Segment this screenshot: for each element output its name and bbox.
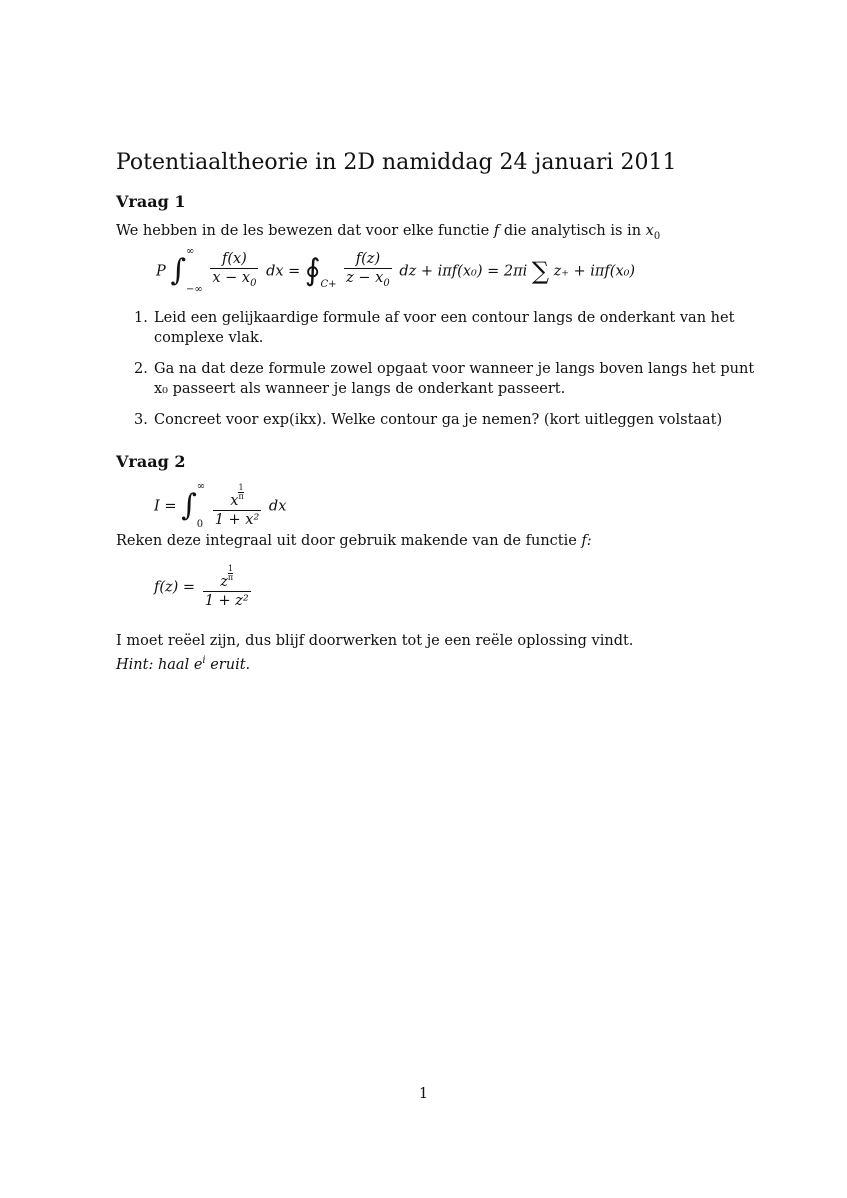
integral-upper: ∞ xyxy=(196,481,206,493)
eqI-fraction xyxy=(213,484,262,529)
eqf-exp-num: 1 xyxy=(227,564,234,573)
intro-f: f xyxy=(493,223,500,239)
eqf-numerator xyxy=(203,565,251,592)
integral-sign: ∫ xyxy=(170,253,187,289)
list-item xyxy=(116,359,756,399)
eqI-denominator: 1 + x² xyxy=(214,511,260,528)
question-1-intro xyxy=(116,221,660,247)
frac1-den-sub: 0 xyxy=(250,277,257,289)
page-title: Potentiaaltheorie in 2D namiddag 24 januari 2011 xyxy=(116,150,677,175)
eqf-exp-den: π xyxy=(227,573,234,582)
intro-text: We hebben in de les bewezen dat voor elke functie xyxy=(116,223,490,239)
list-item-number: 1. xyxy=(134,310,148,326)
intro-x0: x xyxy=(645,223,654,239)
question-2-text-1 xyxy=(116,531,592,551)
question-1-list xyxy=(116,308,756,441)
eqf-exponent xyxy=(228,565,233,582)
eq1-sum-tail: z₊ + iπf(x₀) xyxy=(553,263,636,280)
eqI-num-base: x xyxy=(230,492,239,509)
eqf-fraction xyxy=(203,565,251,610)
contour-lower: C+ xyxy=(320,279,337,291)
integral-upper: ∞ xyxy=(186,246,195,258)
q2-text1-f: f: xyxy=(581,533,592,549)
question-2-heading: Vraag 2 xyxy=(116,452,186,471)
eqI-numerator xyxy=(213,484,262,511)
list-item-text: Concreet voor exp(ikx). Welke contour ga je nemen? (kort uitleggen volstaat) xyxy=(154,412,723,428)
equation-I xyxy=(154,481,287,531)
list-item-text: Ga na dat deze formule zowel opgaat voor wanneer je langs boven langs het punt x₀ passeert als wanneer je langs de onderkant passeert. xyxy=(154,361,755,397)
list-item-number: 2. xyxy=(134,361,148,377)
frac2-numerator: f(z) xyxy=(344,250,392,269)
eq1-rhs: dz + iπf(x₀) = 2πi xyxy=(399,263,528,280)
page-number: 1 xyxy=(418,1086,429,1102)
integral-lower: −∞ xyxy=(186,284,203,296)
question-2-hint xyxy=(116,651,250,675)
eqI-lhs: I = xyxy=(154,498,177,515)
integral-limits xyxy=(196,481,206,531)
eq1-dx: dx = xyxy=(266,263,301,280)
frac1-numerator: f(x) xyxy=(210,250,258,269)
eq1-fraction-2 xyxy=(344,250,392,293)
intro-mid: die analytisch is in xyxy=(503,223,642,239)
q2-text1: Reken deze integraal uit door gebruik makende van de functie xyxy=(116,533,577,549)
integral-lower: 0 xyxy=(196,519,204,531)
frac2-den-text: z − x xyxy=(346,270,384,286)
contour-limits xyxy=(320,266,337,291)
sum-sign: ∑ xyxy=(531,257,549,286)
list-item xyxy=(116,308,756,348)
hint-suffix: eruit. xyxy=(210,656,251,673)
eq1-fraction-1 xyxy=(210,250,258,293)
eqf-denominator: 1 + z² xyxy=(204,592,249,609)
hint-sup: i xyxy=(202,655,206,666)
eqf-lhs: f(z) = xyxy=(154,579,196,596)
equation-f xyxy=(154,565,254,610)
list-item-text: Leid een gelijkaardige formule af voor een contour langs de onderkant van het complexe vlak. xyxy=(154,310,735,346)
integral-limits xyxy=(186,246,203,296)
equation-1 xyxy=(156,246,636,296)
frac1-den-text: x − x xyxy=(212,270,251,286)
contour-integral-sign: ∮ xyxy=(304,253,321,289)
list-item xyxy=(116,410,756,430)
eqI-dx: dx xyxy=(268,498,287,515)
frac2-denominator xyxy=(344,269,392,293)
frac1-denominator xyxy=(210,269,258,293)
integral-sign: ∫ xyxy=(181,488,197,524)
question-1-heading: Vraag 1 xyxy=(116,192,186,211)
eqI-exp-num: 1 xyxy=(238,483,244,492)
eqI-exponent xyxy=(238,484,243,501)
eqI-exp-den: π xyxy=(238,492,244,501)
intro-x0-sub: 0 xyxy=(653,230,661,242)
frac2-den-sub: 0 xyxy=(383,277,390,289)
hint-prefix: Hint: haal e xyxy=(116,656,203,673)
list-item-number: 3. xyxy=(134,412,148,428)
question-2-text-2: I moet reëel zijn, dus blijf doorwerken tot je een reële oplossing vindt. xyxy=(116,633,634,649)
eqf-num-base: z xyxy=(220,573,228,590)
eq1-P: P xyxy=(156,263,166,280)
